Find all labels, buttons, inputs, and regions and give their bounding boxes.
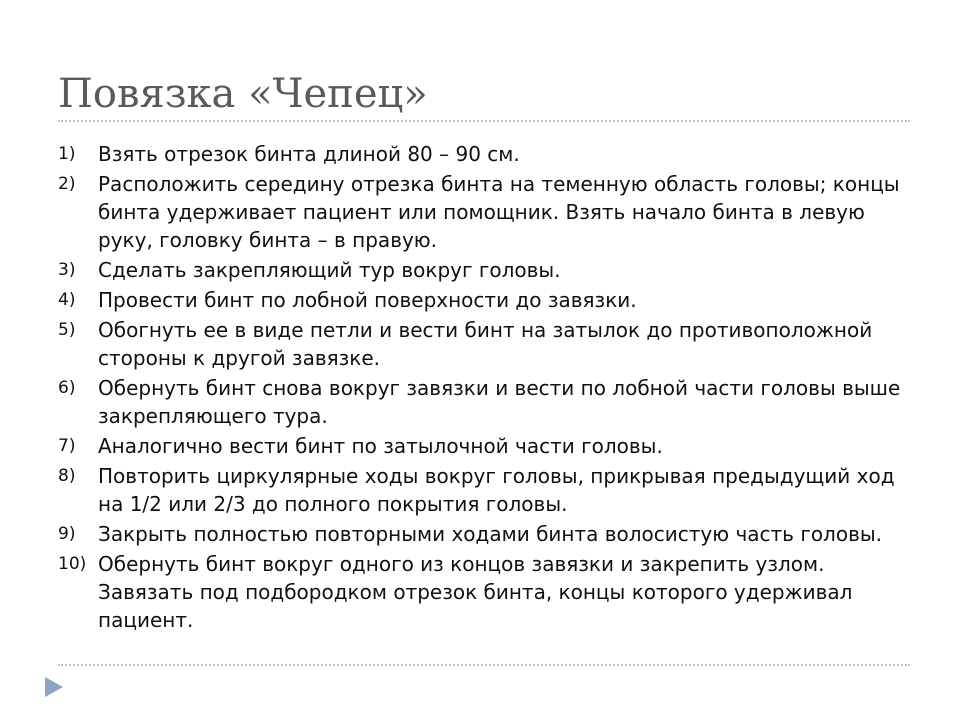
- step-item: [58, 140, 910, 168]
- step-number: 8): [58, 466, 76, 486]
- step-number: 3): [58, 260, 76, 280]
- step-text: Обернуть бинт снова вокруг завязки и вести по лобной части головы выше закрепляющего тура.: [98, 376, 901, 428]
- step-item: [58, 432, 910, 460]
- step-number: 1): [58, 144, 76, 164]
- step-item: [58, 374, 910, 430]
- step-item: [58, 286, 910, 314]
- step-text: Обогнуть ее в виде петли и вести бинт на затылок до противоположной стороны к другой завязке.: [98, 318, 873, 370]
- step-text: Закрыть полностью повторными ходами бинта волосистую часть головы.: [98, 522, 883, 546]
- step-number: 2): [58, 174, 76, 194]
- step-text: Сделать закрепляющий тур вокруг головы.: [98, 258, 561, 282]
- step-number: 9): [58, 524, 76, 544]
- step-text: Провести бинт по лобной поверхности до завязки.: [98, 288, 637, 312]
- step-text: Обернуть бинт вокруг одного из концов завязки и закрепить узлом. Завязать под подбородком отрезок бинта, концы которого удерживал пациент.: [98, 552, 853, 632]
- step-item: [58, 462, 910, 518]
- step-text: Взять отрезок бинта длиной 80 – 90 см.: [98, 142, 520, 166]
- step-item: [58, 256, 910, 284]
- step-number: 7): [58, 436, 76, 456]
- step-number: 4): [58, 290, 76, 310]
- step-text: Аналогично вести бинт по затылочной части головы.: [98, 434, 663, 458]
- step-item: [58, 550, 910, 634]
- slide-title: Повязка «Чепец»: [58, 71, 428, 117]
- step-number: 5): [58, 320, 76, 340]
- step-list: [58, 140, 910, 636]
- triangle-right-icon-shape: [45, 677, 63, 697]
- step-text: Расположить середину отрезка бинта на теменную область головы; концы бинта удерживает пациент или помощник. Взять начало бинта в левую руку, головку бинта – в правую.: [98, 172, 900, 252]
- triangle-right-icon[interactable]: [40, 674, 66, 700]
- step-item: [58, 520, 910, 548]
- step-number: 6): [58, 378, 76, 398]
- title-divider: [58, 120, 910, 122]
- step-text: Повторить циркулярные ходы вокруг головы, прикрывая предыдущий ход на 1/2 или 2/3 до полного покрытия головы.: [98, 464, 895, 516]
- footer-divider: [58, 664, 910, 666]
- step-number: 10): [58, 554, 87, 574]
- step-item: [58, 316, 910, 372]
- step-item: [58, 170, 910, 254]
